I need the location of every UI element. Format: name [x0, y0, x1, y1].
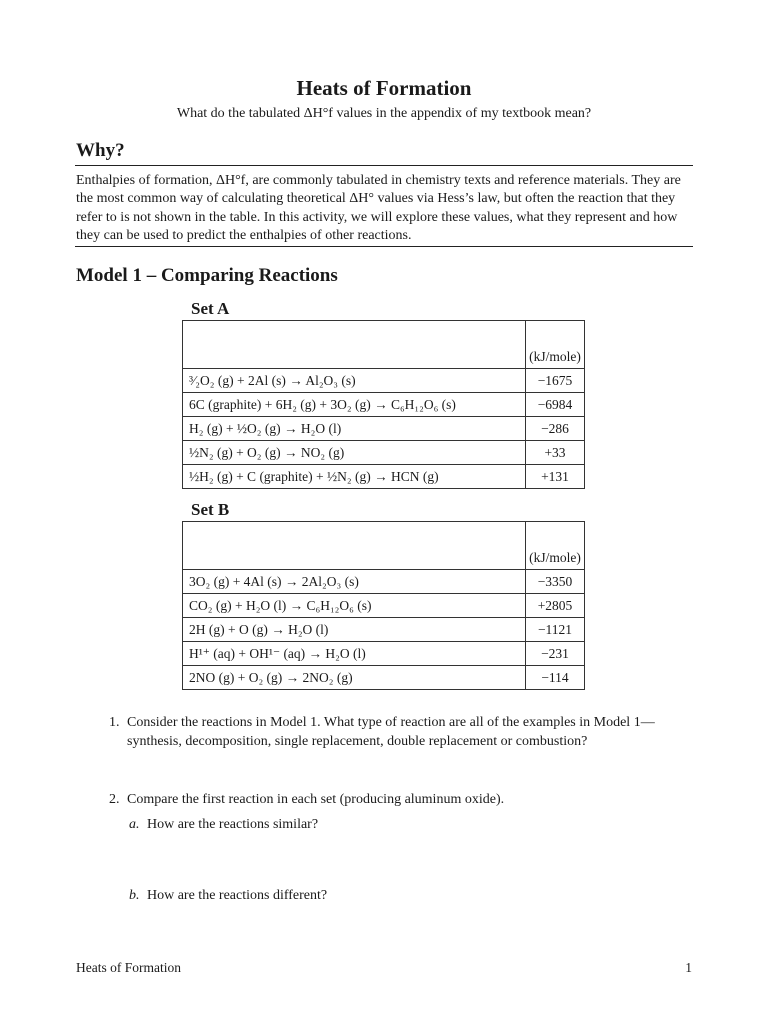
footer-title: Heats of Formation: [76, 960, 181, 975]
table-row: [183, 393, 585, 417]
reaction-cell: CO₂ (g) + H₂O (l) → C₆H₁₂O₆ (s): [183, 594, 526, 618]
set-b-heading: Set B: [191, 500, 230, 519]
why-heading: Why?: [76, 140, 125, 161]
table-row: [183, 642, 585, 666]
question-text: Compare the first reaction in each set (producing aluminum oxide).: [127, 792, 505, 807]
enthalpy-value: +2805: [526, 594, 585, 618]
reaction-cell: 2H (g) + O (g) → H₂O (l): [183, 618, 526, 642]
part-text: How are the reactions different?: [147, 888, 328, 903]
reaction-cell: 3O₂ (g) + 4Al (s) → 2Al₂O₃ (s): [183, 570, 526, 594]
enthalpy-value: −1675: [526, 369, 585, 393]
enthalpy-value: +33: [526, 441, 585, 465]
table-row: [183, 666, 585, 690]
table-row: [183, 369, 585, 393]
reaction-cell: ½H₂ (g) + C (graphite) + ½N₂ (g) → HCN (g): [183, 465, 526, 489]
part-label: a.: [129, 817, 140, 832]
question-2b: [129, 886, 328, 905]
why-paragraph: Enthalpies of formation, ΔH°f, are commonly tabulated in chemistry texts and reference materials. They are the most common way of calculating theoretical ΔH° values via Hess’s law, but often the reaction that they refer to is not shown in the table. In this activity, we will explore these values, what they represent and how they can be used to predict the enthalpies of other reactions.: [76, 173, 681, 244]
table-row: [183, 441, 585, 465]
unit-header: (kJ/mole): [526, 321, 585, 369]
model-heading: Model 1 – Comparing Reactions: [76, 265, 338, 286]
reaction-cell: H₂ (g) + ½O₂ (g) → H₂O (l): [183, 417, 526, 441]
reaction-cell: ½N₂ (g) + O₂ (g) → NO₂ (g): [183, 441, 526, 465]
why-top-rule: [75, 165, 693, 166]
enthalpy-value: −3350: [526, 570, 585, 594]
enthalpy-value: −286: [526, 417, 585, 441]
subtitle: What do the tabulated ΔH°f values in the appendix of my textbook mean?: [176, 106, 592, 121]
set-b-table: [182, 521, 585, 690]
table-row: [183, 465, 585, 489]
reaction-cell: ³⁄₂O₂ (g) + 2Al (s) → Al₂O₃ (s): [183, 369, 526, 393]
page-number: 1: [685, 960, 692, 975]
set-a-table: [182, 320, 585, 489]
enthalpy-value: +131: [526, 465, 585, 489]
table-header-row: [183, 522, 585, 570]
table-row: [183, 570, 585, 594]
table-row: [183, 618, 585, 642]
question-text: Consider the reactions in Model 1. What type of reaction are all of the examples in Model 1— synthesis, decomposition, single replacement, double replacement or combustion?: [127, 715, 655, 749]
unit-header: (kJ/mole): [526, 522, 585, 570]
why-bottom-rule: [75, 246, 693, 247]
enthalpy-value: −1121: [526, 618, 585, 642]
question-2: [109, 790, 687, 809]
table-header-row: [183, 321, 585, 369]
part-text: How are the reactions similar?: [147, 817, 319, 832]
enthalpy-value: −6984: [526, 393, 585, 417]
part-label: b.: [129, 888, 140, 903]
question-number: 2.: [109, 792, 120, 807]
enthalpy-value: −114: [526, 666, 585, 690]
table-row: [183, 594, 585, 618]
reaction-cell: 6C (graphite) + 6H₂ (g) + 3O₂ (g) → C₆H₁₂O₆ (s): [183, 393, 526, 417]
enthalpy-value: −231: [526, 642, 585, 666]
question-2a: [129, 815, 319, 834]
page-title: Heats of Formation: [296, 76, 472, 100]
question-1: [109, 713, 687, 751]
question-number: 1.: [109, 715, 120, 730]
reaction-cell: 2NO (g) + O₂ (g) → 2NO₂ (g): [183, 666, 526, 690]
reaction-cell: H¹⁺ (aq) + OH¹⁻ (aq) → H₂O (l): [183, 642, 526, 666]
reaction-header-cell: [183, 321, 526, 369]
reaction-header-cell: [183, 522, 526, 570]
set-a-heading: Set A: [191, 299, 230, 318]
table-row: [183, 417, 585, 441]
